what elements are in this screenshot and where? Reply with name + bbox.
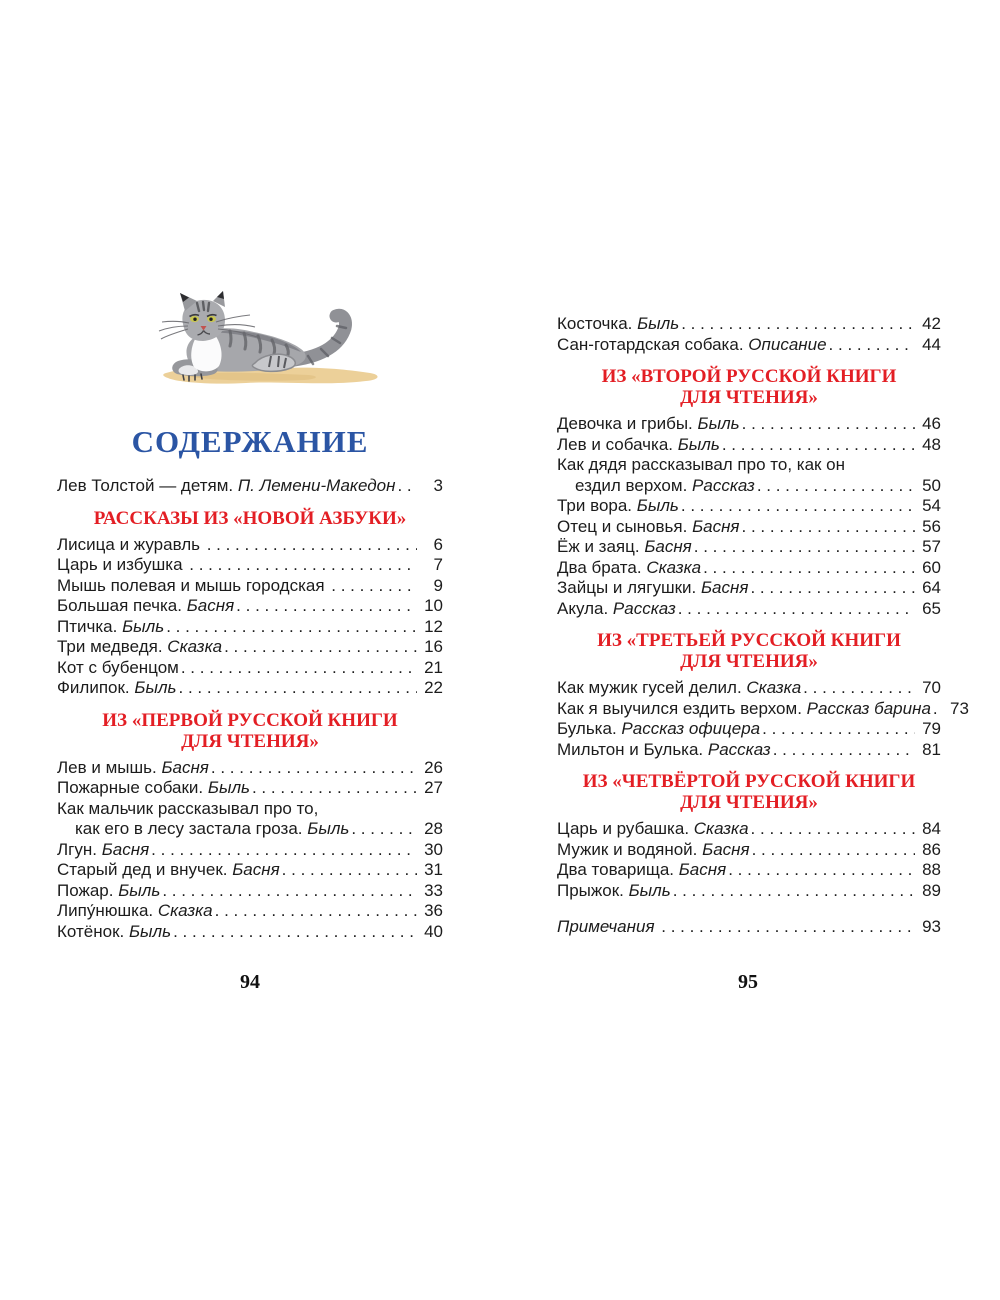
dot-leader bbox=[397, 476, 417, 497]
toc-entry bbox=[557, 414, 941, 435]
dot-leader bbox=[351, 819, 417, 840]
toc-entry bbox=[557, 678, 941, 699]
entry-title: Лев и мышь. Басня bbox=[57, 757, 209, 777]
dot-leader bbox=[252, 778, 417, 799]
toc-entry bbox=[557, 719, 941, 740]
entry-genre: Сказка bbox=[167, 637, 223, 656]
toc-entry bbox=[57, 758, 443, 779]
toc-entry bbox=[57, 678, 443, 699]
dot-leader bbox=[703, 558, 915, 579]
dot-leader bbox=[751, 819, 915, 840]
entry-title: Птичка. Быль bbox=[57, 616, 165, 636]
dot-leader bbox=[181, 658, 417, 679]
entry-page-number: 86 bbox=[922, 839, 941, 859]
entry-genre: Быль bbox=[697, 414, 740, 433]
entry-genre: Сказка bbox=[157, 901, 213, 920]
entry-page-number: 81 bbox=[922, 739, 941, 759]
dot-leader bbox=[151, 840, 417, 861]
dot-leader bbox=[331, 576, 417, 597]
toc-entry bbox=[557, 917, 941, 938]
dot-leader bbox=[189, 555, 417, 576]
entry-genre: Быль bbox=[122, 616, 165, 636]
entry-title: Лгун. Басня bbox=[57, 839, 150, 859]
entry-page-number: 40 bbox=[424, 921, 443, 941]
toc-entry bbox=[57, 922, 443, 943]
entry-title: Булька. Рассказ офицера bbox=[557, 719, 761, 738]
toc-entry bbox=[557, 819, 941, 840]
entry-page-number: 54 bbox=[922, 496, 941, 515]
cat-illustration-svg bbox=[158, 286, 390, 388]
toc-entry bbox=[557, 517, 941, 538]
entry-page-number: 57 bbox=[922, 537, 941, 556]
entry-page-number: 3 bbox=[433, 476, 443, 495]
entry-page-number: 70 bbox=[922, 678, 941, 697]
entry-title: как его в лесу застала гроза. Быль bbox=[75, 819, 350, 838]
toc-entry bbox=[557, 476, 941, 497]
entry-page-number: 64 bbox=[922, 578, 941, 597]
dot-leader bbox=[173, 922, 417, 943]
entry-genre: Быль bbox=[118, 880, 161, 900]
section-heading-line: ИЗ «ТРЕТЬЕЙ РУССКОЙ КНИГИ bbox=[597, 630, 901, 651]
dot-leader bbox=[694, 537, 915, 558]
dot-leader bbox=[681, 314, 915, 335]
entry-genre: Быль bbox=[636, 496, 679, 515]
dot-leader bbox=[681, 496, 915, 517]
entry-genre: Быль bbox=[637, 314, 680, 333]
dot-leader bbox=[224, 637, 417, 658]
entry-title: Ёж и заяц. Басня bbox=[557, 537, 692, 556]
entry-page-number: 48 bbox=[922, 434, 941, 454]
entry-genre: Басня bbox=[186, 596, 235, 615]
entry-page-number: 50 bbox=[922, 475, 941, 495]
entry-page-number: 21 bbox=[424, 657, 443, 677]
entry-title: Сан-готардская собака. Описание bbox=[557, 334, 827, 354]
entry-genre: Рассказ bbox=[612, 598, 676, 618]
dot-leader bbox=[803, 678, 915, 699]
entry-title: Как я выучился ездить верхом. Рассказ барина bbox=[557, 698, 931, 718]
section-heading-line: ИЗ «ВТОРОЙ РУССКОЙ КНИГИ bbox=[601, 366, 897, 387]
entry-title: Мышь полевая и мышь городская bbox=[57, 575, 330, 595]
toc-entry bbox=[557, 537, 941, 558]
entry-genre: Басня bbox=[232, 860, 280, 879]
dot-leader bbox=[678, 599, 915, 620]
toc-entry bbox=[57, 658, 443, 679]
entry-genre: Басня bbox=[161, 757, 209, 777]
toc-entry bbox=[57, 881, 443, 902]
toc-entry bbox=[57, 535, 443, 556]
entry-genre: Быль bbox=[128, 921, 172, 941]
dot-leader bbox=[773, 740, 915, 761]
dot-leader bbox=[207, 535, 417, 556]
entry-title: Девочка и грибы. Быль bbox=[557, 414, 740, 433]
entry-page-number: 33 bbox=[424, 880, 443, 900]
entry-title bbox=[557, 917, 659, 938]
entry-page-number: 30 bbox=[424, 839, 443, 859]
toc-entry bbox=[57, 637, 443, 658]
section-heading-line: ДЛЯ ЧТЕНИЯ» bbox=[680, 792, 818, 813]
dot-leader bbox=[722, 435, 915, 456]
section-heading bbox=[557, 771, 941, 813]
entry-genre: Басня bbox=[692, 516, 740, 536]
toc-entry bbox=[557, 740, 941, 761]
entry-page-number: 10 bbox=[424, 596, 443, 615]
toc-entry bbox=[57, 555, 443, 576]
entry-page-number: 28 bbox=[424, 819, 443, 838]
cat-illustration bbox=[158, 286, 390, 388]
entry-title: Филипок. Быль bbox=[57, 678, 177, 697]
dot-leader bbox=[933, 699, 943, 720]
entry-page-number: 12 bbox=[424, 616, 443, 636]
entry-title: Мильтон и Булька. Рассказ bbox=[557, 739, 771, 759]
entry-title: Отец и сыновья. Басня bbox=[557, 516, 740, 536]
entry-title: Мужик и водяной. Басня bbox=[557, 839, 750, 859]
entry-title: Косточка. Быль bbox=[557, 314, 680, 333]
entry-title: Прыжок. Быль bbox=[557, 880, 671, 900]
section-heading-line: ДЛЯ ЧТЕНИЯ» bbox=[680, 651, 818, 672]
entry-page-number: 16 bbox=[424, 637, 443, 656]
entry-title: Старый дед и внучек. Басня bbox=[57, 860, 280, 879]
entry-title: Зайцы и лягушки. Басня bbox=[557, 578, 749, 597]
toc-entry-first-line bbox=[557, 455, 941, 476]
entry-page-number: 46 bbox=[922, 414, 941, 433]
entry-title: Два брата. Сказка bbox=[557, 557, 702, 577]
entry-page-number: 31 bbox=[424, 860, 443, 879]
toc-entry bbox=[57, 819, 443, 840]
toc-entry bbox=[57, 476, 443, 497]
dot-leader bbox=[179, 678, 418, 699]
entry-genre: Быль bbox=[134, 678, 177, 697]
entry-title: Два товарища. Басня bbox=[557, 860, 727, 879]
entry-page-number: 42 bbox=[922, 314, 941, 333]
entry-genre: Сказка bbox=[693, 819, 749, 838]
toc-entry bbox=[57, 617, 443, 638]
entry-title: ездил верхом. Рассказ bbox=[575, 475, 755, 495]
entry-title: Как мальчик рассказывал про то, bbox=[57, 798, 319, 818]
entry-genre: Быль bbox=[677, 434, 720, 454]
toc-entry bbox=[57, 901, 443, 922]
entry-genre: Басня bbox=[101, 839, 150, 859]
entry-genre: Сказка bbox=[646, 557, 702, 577]
toc-entry bbox=[57, 576, 443, 597]
entry-page-number: 93 bbox=[922, 917, 941, 936]
dot-leader bbox=[236, 596, 417, 617]
entry-page-number: 65 bbox=[922, 598, 941, 618]
entry-page-number: 88 bbox=[922, 860, 941, 879]
entry-title: Пожарные собаки. Быль bbox=[57, 778, 250, 797]
entry-page-number: 84 bbox=[922, 819, 941, 838]
entry-title: Пожар. Быль bbox=[57, 880, 161, 900]
entry-genre: Басня bbox=[700, 578, 749, 597]
entry-page-number: 44 bbox=[922, 334, 941, 354]
dot-leader bbox=[661, 917, 915, 938]
entry-title: Лев и собачка. Быль bbox=[557, 434, 720, 454]
entry-genre: Быль bbox=[307, 819, 350, 838]
entry-title: Котёнок. Быль bbox=[57, 921, 172, 941]
entry-page-number: 56 bbox=[922, 516, 941, 536]
toc-entry bbox=[557, 860, 941, 881]
section-heading bbox=[557, 366, 941, 408]
entry-title: Большая печка. Басня bbox=[57, 596, 235, 615]
section-heading bbox=[557, 630, 941, 672]
toc-entry bbox=[557, 881, 941, 902]
toc-entry bbox=[57, 860, 443, 881]
entry-page-number: 79 bbox=[922, 719, 941, 738]
entry-genre: Примечания bbox=[557, 917, 660, 936]
entry-title: Лев Толстой — детям. П. Лемени-Македон bbox=[57, 476, 396, 495]
entry-genre: Рассказ барина bbox=[806, 698, 931, 718]
toc-entry bbox=[557, 435, 941, 456]
section-heading-line: РАССКАЗЫ ИЗ «НОВОЙ АЗБУКИ» bbox=[93, 507, 407, 529]
entry-genre: Быль bbox=[628, 880, 671, 900]
entry-title: Лисица и журавль bbox=[57, 534, 205, 554]
dot-leader bbox=[742, 517, 915, 538]
toc-entry bbox=[57, 778, 443, 799]
entry-page-number: 60 bbox=[922, 557, 941, 577]
toc-entry bbox=[557, 558, 941, 579]
page-title: СОДЕРЖАНИЕ bbox=[131, 424, 369, 459]
entry-page-number: 26 bbox=[424, 757, 443, 777]
entry-genre: Рассказ bbox=[707, 739, 771, 759]
left-page-number: 94 bbox=[240, 971, 260, 993]
toc-entry bbox=[57, 840, 443, 861]
entry-genre: Сказка bbox=[746, 678, 802, 697]
entry-genre: Рассказ офицера bbox=[621, 719, 761, 738]
entry-title: Три вора. Быль bbox=[557, 496, 679, 515]
toc-entry bbox=[57, 596, 443, 617]
dot-leader bbox=[162, 881, 417, 902]
dot-leader bbox=[166, 617, 417, 638]
entry-title: Кот с бубенцом bbox=[57, 657, 179, 677]
dot-leader bbox=[282, 860, 417, 881]
entry-genre: Быль bbox=[207, 778, 250, 797]
toc-entry bbox=[557, 335, 941, 356]
dot-leader bbox=[829, 335, 915, 356]
entry-title: Три медведя. Сказка bbox=[57, 637, 223, 656]
section-heading bbox=[57, 710, 443, 752]
right-page-entries bbox=[557, 314, 969, 938]
dot-leader bbox=[211, 758, 417, 779]
entry-genre: Басня bbox=[678, 860, 727, 879]
dot-leader bbox=[742, 414, 915, 435]
entry-genre: Рассказ bbox=[692, 475, 755, 495]
toc-entry bbox=[557, 698, 969, 720]
entry-title: Царь и рубашка. Сказка bbox=[557, 819, 749, 838]
section-heading bbox=[57, 508, 443, 529]
toc-entry bbox=[557, 314, 941, 335]
entry-page-number: 73 bbox=[949, 698, 969, 718]
section-heading-line: ДЛЯ ЧТЕНИЯ» bbox=[680, 387, 818, 408]
entry-page-number: 7 bbox=[433, 555, 443, 574]
left-page-entries bbox=[57, 476, 443, 942]
section-heading-line: ИЗ «ПЕРВОЙ РУССКОЙ КНИГИ bbox=[102, 709, 398, 731]
dot-leader bbox=[215, 901, 417, 922]
entry-title: Царь и избушка bbox=[57, 555, 188, 574]
entry-title: Акула. Рассказ bbox=[557, 598, 676, 618]
toc-entry-first-line bbox=[57, 799, 443, 820]
entry-title: Липу́нюшка. Сказка bbox=[57, 901, 213, 920]
entry-page-number: 22 bbox=[424, 678, 443, 697]
section-heading-line: ИЗ «ЧЕТВЁРТОЙ РУССКОЙ КНИГИ bbox=[582, 771, 916, 792]
dot-leader bbox=[728, 860, 915, 881]
entry-title: Как дядя рассказывал про то, как он bbox=[557, 455, 846, 474]
dot-leader bbox=[762, 719, 915, 740]
entry-genre: Басня bbox=[644, 537, 692, 556]
dot-leader bbox=[752, 840, 915, 861]
dot-leader bbox=[673, 881, 915, 902]
entry-page-number: 6 bbox=[433, 534, 443, 554]
entry-page-number: 36 bbox=[424, 901, 443, 920]
entry-genre: Басня bbox=[702, 839, 750, 859]
entry-page-number: 89 bbox=[922, 880, 941, 900]
dot-leader bbox=[757, 476, 915, 497]
right-page-number: 95 bbox=[738, 971, 758, 993]
toc-entry bbox=[557, 578, 941, 599]
entry-page-number: 27 bbox=[424, 778, 443, 797]
entry-title: Как мужик гусей делил. Сказка bbox=[557, 678, 802, 697]
toc-entry bbox=[557, 496, 941, 517]
toc-entry bbox=[557, 599, 941, 620]
section-heading-line: ДЛЯ ЧТЕНИЯ» bbox=[181, 730, 319, 752]
entry-genre: П. Лемени-Македон bbox=[237, 476, 396, 495]
entry-page-number: 9 bbox=[433, 575, 443, 595]
entry-genre: Описание bbox=[748, 334, 827, 354]
toc-entry bbox=[557, 840, 941, 861]
dot-leader bbox=[750, 578, 915, 599]
